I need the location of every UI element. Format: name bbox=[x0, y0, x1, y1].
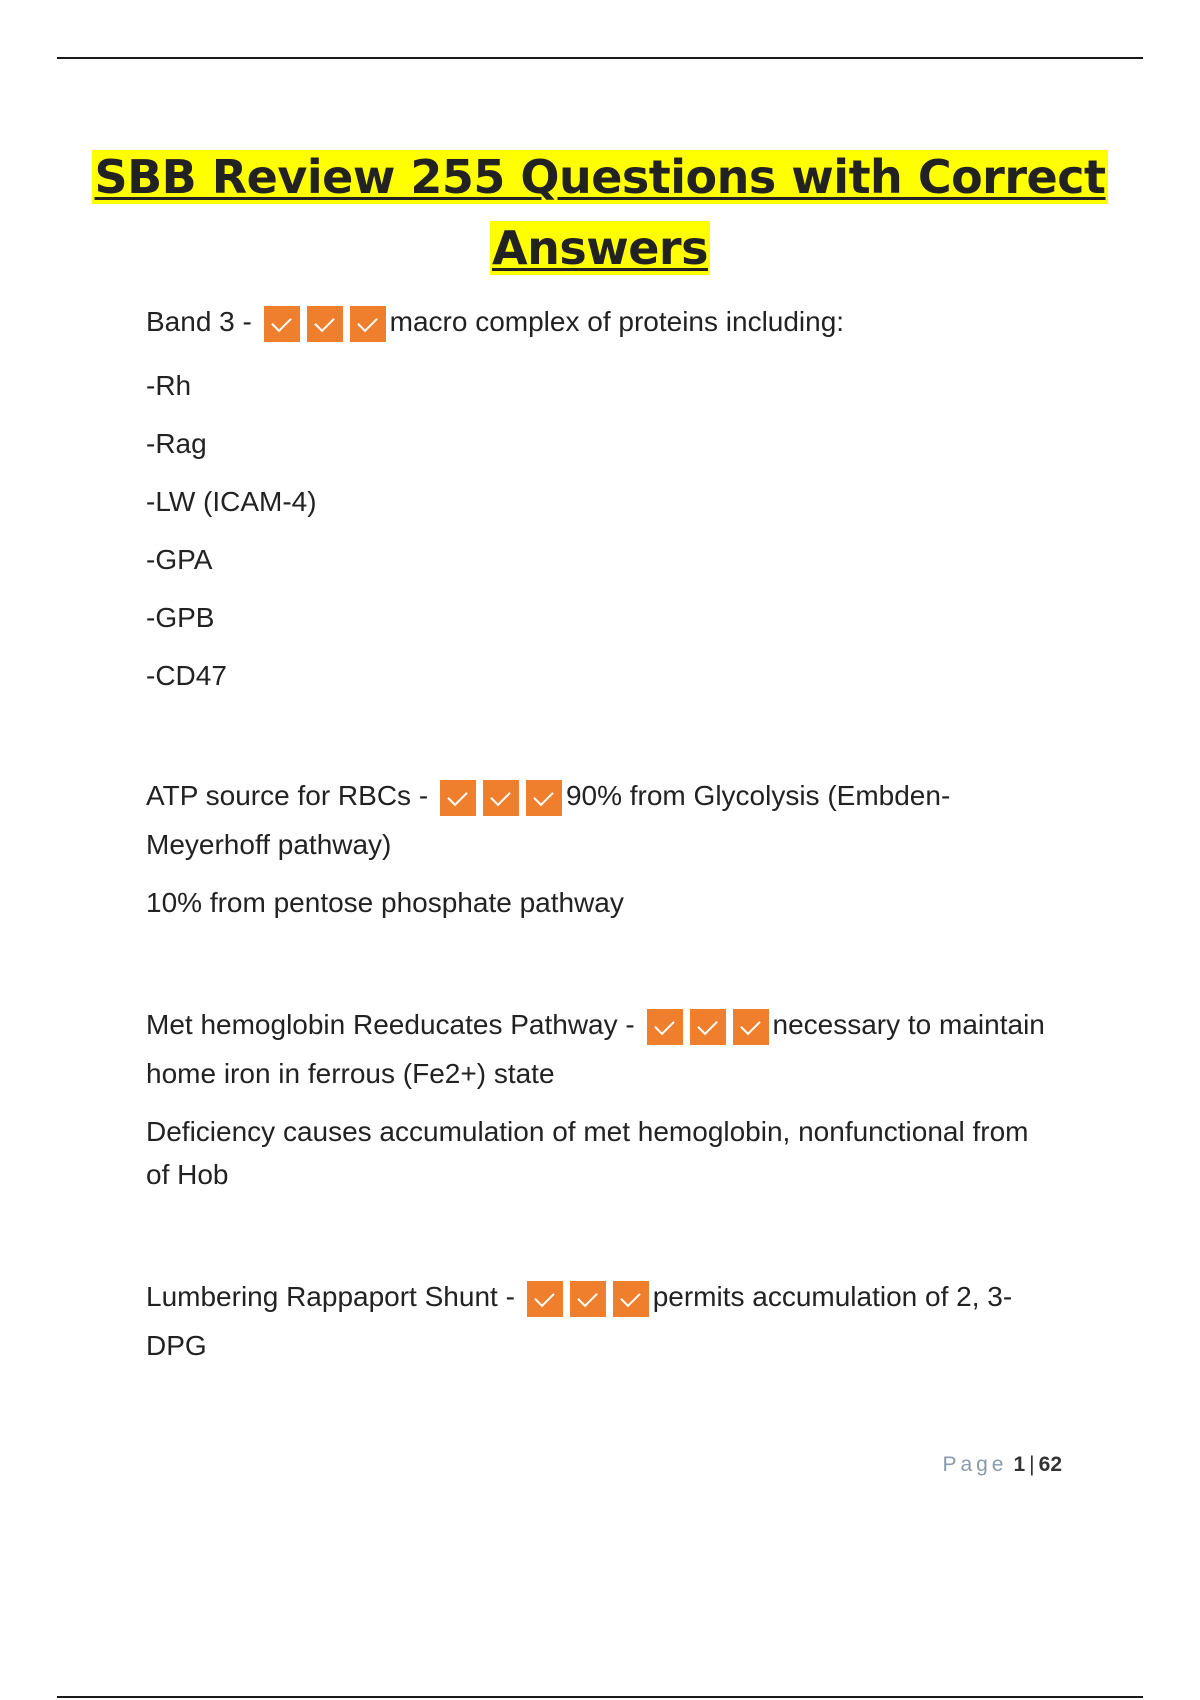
qa-question-line bbox=[146, 1275, 1096, 1367]
checkmark-icon bbox=[690, 1009, 726, 1045]
page-label: Page bbox=[942, 1453, 1008, 1476]
qa-list-item: -GPB bbox=[146, 602, 215, 633]
qa-term: Lumbering Rappaport Shunt - bbox=[146, 1281, 515, 1312]
check-group bbox=[647, 1009, 771, 1052]
checkmark-icon bbox=[613, 1281, 649, 1317]
document-body bbox=[146, 300, 1096, 1382]
qa-item bbox=[146, 1275, 1096, 1367]
page-separator: | bbox=[1029, 1453, 1035, 1476]
qa-list-item: -CD47 bbox=[146, 660, 227, 691]
qa-answer: permits accumulation of 2, 3- bbox=[652, 1281, 1013, 1312]
qa-term: ATP source for RBCs - bbox=[146, 780, 429, 811]
checkmark-icon bbox=[570, 1281, 606, 1317]
title-line-2: Answers bbox=[492, 221, 708, 275]
page-total: 62 bbox=[1038, 1453, 1062, 1476]
qa-question-line bbox=[146, 774, 1096, 866]
qa-list-item: -LW (ICAM-4) bbox=[146, 486, 317, 517]
checkmark-icon bbox=[647, 1009, 683, 1045]
qa-answer: 90% from Glycolysis (Embden- bbox=[565, 780, 951, 811]
page-footer bbox=[942, 1453, 1062, 1477]
document-title bbox=[0, 142, 1200, 284]
checkmark-icon bbox=[440, 780, 476, 816]
title-line-1: SBB Review 255 Questions with Correct bbox=[94, 150, 1106, 204]
checkmark-icon bbox=[307, 306, 343, 342]
check-group bbox=[440, 780, 564, 823]
checkmark-icon bbox=[527, 1281, 563, 1317]
qa-question-line bbox=[146, 1003, 1096, 1095]
qa-term: Met hemoglobin Reeducates Pathway - bbox=[146, 1009, 635, 1040]
check-group bbox=[527, 1281, 651, 1324]
checkmark-icon bbox=[483, 780, 519, 816]
qa-question-line bbox=[146, 300, 1096, 349]
qa-answer-cont: Meyerhoff pathway) bbox=[146, 829, 392, 860]
page-number: 1 bbox=[1013, 1453, 1026, 1476]
qa-list-item: -Rh bbox=[146, 370, 192, 401]
header-rule bbox=[57, 57, 1143, 59]
qa-item bbox=[146, 300, 1096, 697]
qa-extra-line: Deficiency causes accumulation of met hemoglobin, nonfunctional from of Hob bbox=[146, 1116, 1029, 1190]
qa-answer: necessary to maintain bbox=[772, 1009, 1045, 1040]
qa-list-item: -GPA bbox=[146, 544, 213, 575]
qa-answer-cont: home iron in ferrous (Fe2+) state bbox=[146, 1058, 555, 1089]
qa-list-item: -Rag bbox=[146, 428, 207, 459]
checkmark-icon bbox=[526, 780, 562, 816]
checkmark-icon bbox=[350, 306, 386, 342]
qa-answer-cont: DPG bbox=[146, 1330, 207, 1361]
qa-term: Band 3 - bbox=[146, 306, 252, 337]
checkmark-icon bbox=[733, 1009, 769, 1045]
qa-extra-line: 10% from pentose phosphate pathway bbox=[146, 887, 624, 918]
qa-item bbox=[146, 774, 1096, 924]
qa-item bbox=[146, 1003, 1096, 1196]
checkmark-icon bbox=[264, 306, 300, 342]
qa-answer: macro complex of proteins including: bbox=[389, 306, 845, 337]
footer-rule bbox=[57, 1696, 1143, 1698]
check-group bbox=[264, 306, 388, 349]
